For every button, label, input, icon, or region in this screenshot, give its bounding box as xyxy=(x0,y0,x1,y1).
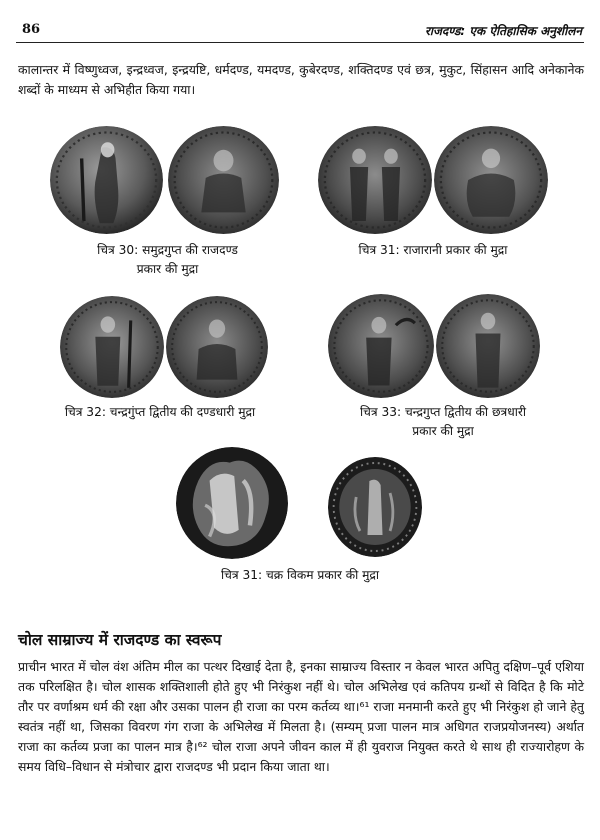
caption-line: प्रकार की मुद्रा xyxy=(136,262,199,276)
caption-line: चित्र 30: समुद्रगुप्त की राजदण्ड xyxy=(97,243,238,257)
figure-caption xyxy=(170,566,430,585)
figure-caption xyxy=(318,241,548,260)
coin-image xyxy=(60,296,164,398)
coin-image xyxy=(50,126,163,234)
running-header: राजदण्ड: एक ऐतिहासिक अनुशीलन xyxy=(425,24,582,38)
caption-line: चित्र 31: चक्र विकम प्रकार की मुद्रा xyxy=(220,568,380,582)
figure-caption xyxy=(30,403,290,422)
coin-image xyxy=(168,126,279,234)
figure-caption xyxy=(60,241,275,279)
coin-image xyxy=(436,294,540,398)
section-heading: चोल साम्राज्य में राजदण्ड का स्वरूप xyxy=(18,631,222,649)
caption-line: चित्र 31: राजारानी प्रकार की मुद्रा xyxy=(358,243,508,257)
body-paragraph: प्राचीन भारत में चोल वंश अंतिम मील का पत्थर दिखाई देता है, इनका साम्राज्य विस्तार न केवल भारत अपितु दक्षिण–पूर्व एशिया तक परिलक्षित है। चोल शासक शक्तिशाली होते हुए भी निरंकुश नहीं थे। चोल अभिलेख एवं कतिपय ग्रन्थों से विदित है कि मोटे तौर पर वर्णाश्रम धर्म की रक्षा और उसका पालन ही राजा का परम कर्तव्य था।⁶¹ राजा मनमानी करते हुए भी निरंकुश हो जाने हेतु स्वतंत्र नहीं था, जिसका विवरण गंग राजा के अभिलेख में मिलता है। (सम्यम् प्रजा पालन मात्र अधिगत राजप्रयोजनस्य) अर्थात राजा का कर्तव्य प्रजा का पालन मात्र है।⁶² चोल राजा अपने जीवन काल में ही युवराज नियुक्त करते थे साथ ही राज्यारोहण के समय विधि–विधान से मंत्रोचार द्वारा राजदण्ड भी प्रदान किया जाता था। xyxy=(18,659,584,774)
caption-line: चित्र 32: चन्द्रगुंप्त द्वितीय की दण्डधारी मुद्रा xyxy=(64,405,256,419)
coin-image xyxy=(166,296,268,398)
coin-image xyxy=(328,457,422,557)
caption-line: चित्र 33: चन्द्रगुप्त द्वितीय की छत्रधारी xyxy=(359,405,527,419)
page-number: 86 xyxy=(22,22,41,37)
coin-image xyxy=(176,447,288,559)
intro-paragraph: कालान्तर में विष्णुध्वज, इन्द्रध्वज, इन्द्रयष्टि, धर्मदण्ड, यमदण्ड, कुबेरदण्ड, शक्तिदण्ड एवं छत्र, मुकुट, सिंहासन आदि अनेकानेक शब्दों के माध्यम से अभिहीत किया गया। xyxy=(18,62,584,97)
figure-caption xyxy=(318,403,568,441)
coin-image xyxy=(434,126,548,234)
header-rule xyxy=(16,42,584,43)
coin-image xyxy=(328,294,434,398)
caption-line: प्रकार की मुद्रा xyxy=(412,424,474,438)
coin-image xyxy=(318,126,432,234)
